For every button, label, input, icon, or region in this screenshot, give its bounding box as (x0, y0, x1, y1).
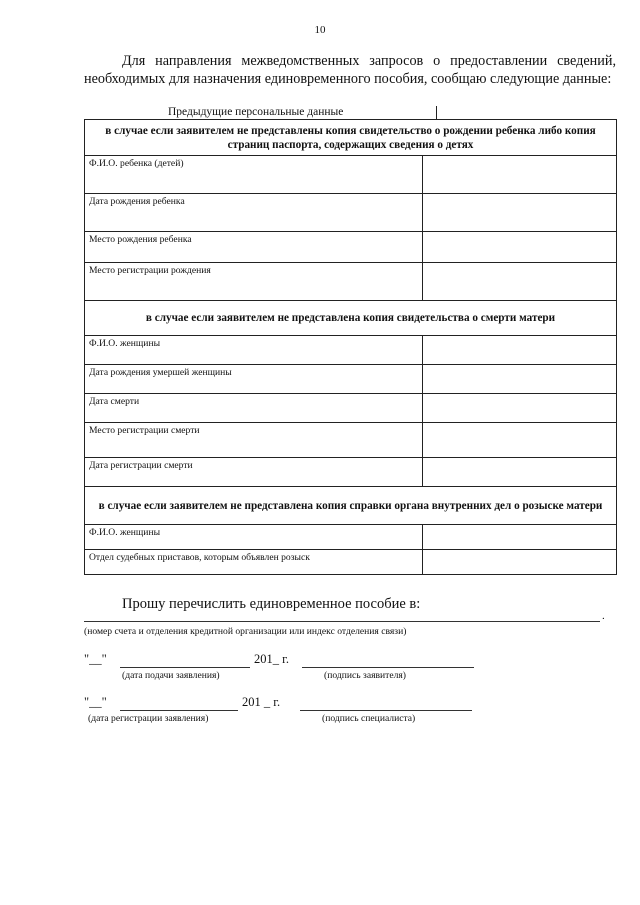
submission-date-line[interactable] (120, 667, 250, 668)
row-value-woman-name[interactable] (423, 336, 617, 365)
specialist-signature-line[interactable] (300, 710, 472, 711)
row-value-search-woman-name[interactable] (423, 525, 617, 550)
account-number-line[interactable] (84, 621, 600, 622)
row-value-deceased-birth-date[interactable] (423, 365, 617, 394)
date-day-quote: "__" (84, 695, 107, 709)
row-label-child-birth-place: Место рождения ребенка (85, 232, 423, 263)
row-value-child-birth-date[interactable] (423, 194, 617, 232)
row-label-death-registration-date: Дата регистрации смерти (85, 458, 423, 487)
registration-date-line[interactable] (120, 710, 238, 711)
row-label-bailiff-department: Отдел судебных приставов, которым объявлен розыск (85, 550, 423, 575)
row-value-death-registration-place[interactable] (423, 423, 617, 458)
row-value-bailiff-department[interactable] (423, 550, 617, 575)
row-value-death-date[interactable] (423, 394, 617, 423)
applicant-signature-caption: (подпись заявителя) (324, 670, 407, 681)
specialist-signature-caption: (подпись специалиста) (322, 713, 416, 724)
row-value-birth-registration-place[interactable] (423, 263, 617, 301)
row-value-child-name[interactable] (423, 156, 617, 194)
row-value-child-birth-place[interactable] (423, 232, 617, 263)
previous-data-label: Предыдущие персональные данные (168, 106, 344, 118)
row-label-search-woman-name: Ф.И.О. женщины (85, 525, 423, 550)
applicant-signature-line[interactable] (302, 667, 474, 668)
row-label-deceased-birth-date: Дата рождения умершей женщины (85, 365, 423, 394)
payment-request-text: Прошу перечислить единовременное пособие в: (122, 596, 421, 612)
row-label-woman-name: Ф.И.О. женщины (85, 336, 423, 365)
page-number: 10 (314, 24, 326, 36)
header-column-divider (436, 106, 437, 120)
intro-paragraph: Для направления межведомственных запросов о предоставлении сведений, необходимых для назначения единовременного пособия, сообщаю следующие данные: (84, 53, 616, 87)
row-label-birth-registration-place: Место регистрации рождения (85, 263, 423, 301)
section-header-mother-search: в случае если заявителем не представлена копия справки органа внутренних дел о розыске матери (85, 487, 617, 525)
row-label-child-birth-date: Дата рождения ребенка (85, 194, 423, 232)
date-day-quote: "__" (84, 652, 107, 666)
section-header-mother-death: в случае если заявителем не представлена копия свидетельства о смерти матери (85, 301, 617, 336)
row-label-death-date: Дата смерти (85, 394, 423, 423)
row-value-death-registration-date[interactable] (423, 458, 617, 487)
previous-data-header (84, 106, 616, 120)
personal-data-table (84, 119, 617, 575)
row-label-child-name: Ф.И.О. ребенка (детей) (85, 156, 423, 194)
year-text: 201 _ г. (242, 695, 281, 709)
submission-date-caption: (дата подачи заявления) (122, 670, 220, 681)
account-number-caption: (номер счета и отделения кредитной организации или индекс отделения связи) (84, 626, 407, 637)
row-label-death-registration-place: Место регистрации смерти (85, 423, 423, 458)
section-header-birth: в случае если заявителем не представлены копия свидетельство о рождении ребенка либо копия страниц паспорта, содержащих сведения о детях (85, 120, 617, 156)
registration-date-caption: (дата регистрации заявления) (88, 713, 209, 724)
year-text: 201_ г. (254, 652, 289, 666)
line-end-dot: . (602, 610, 605, 622)
